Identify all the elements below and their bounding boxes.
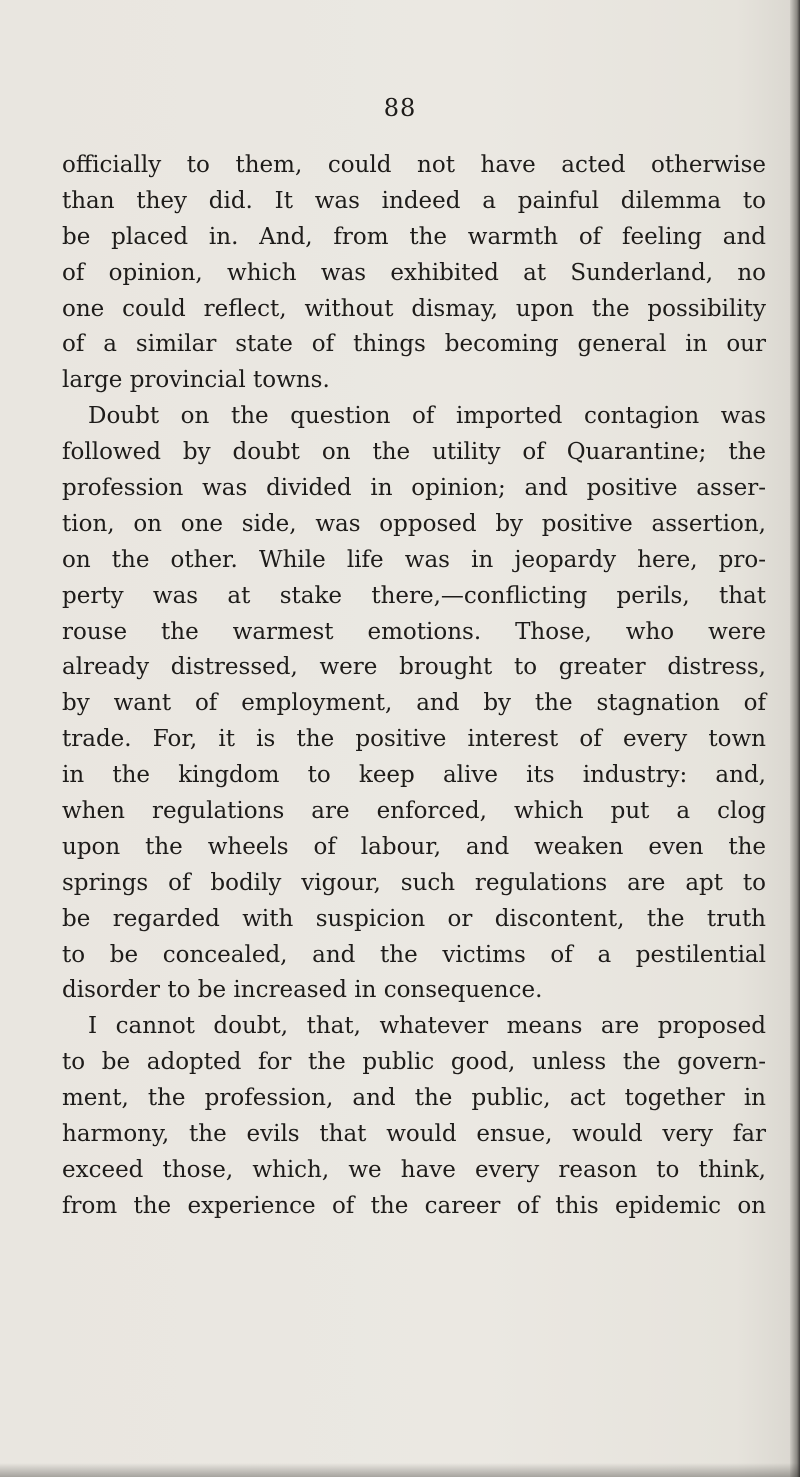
- paragraph-first-line: I cannot doubt, that, whatever means are proposed: [88, 1013, 766, 1040]
- text-line: tion, on one side, was opposed by positive assertion,: [62, 510, 766, 537]
- text-line: followed by doubt on the utility of Quarantine; the: [62, 439, 766, 466]
- text-line: by want of employment, and by the stagnation of: [62, 690, 766, 717]
- text-line: springs of bodily vigour, such regulations are apt to: [62, 869, 766, 896]
- text-line: to be concealed, and the victims of a pestilential: [62, 941, 766, 968]
- text-line: be regarded with suspicion or discontent, the truth: [62, 905, 766, 932]
- text-line: ment, the profession, and the public, act together in: [62, 1085, 766, 1112]
- paragraph-first-line: Doubt on the question of imported contagion was: [88, 403, 766, 430]
- text-line: to be adopted for the public good, unless the govern-: [62, 1049, 766, 1076]
- text-line: profession was divided in opinion; and positive asser-: [62, 475, 766, 502]
- text-line: exceed those, which, we have every reason to think,: [62, 1156, 766, 1183]
- bottom-edge-shadow: [0, 1463, 800, 1477]
- text-line: of opinion, which was exhibited at Sunderland, no: [62, 259, 766, 286]
- text-line: perty was at stake there,—conflicting perils, that: [62, 582, 766, 609]
- text-line: on the other. While life was in jeopardy here, pro-: [62, 546, 766, 573]
- text-line: in the kingdom to keep alive its industry: and,: [62, 762, 766, 789]
- text-line: of a similar state of things becoming general in our: [62, 331, 766, 358]
- text-line: officially to them, could not have acted otherwise: [62, 152, 766, 178]
- text-line: trade. For, it is the positive interest of every town: [62, 726, 766, 753]
- text-line: disorder to be increased in consequence.: [62, 977, 543, 1004]
- text-line: when regulations are enforced, which put a clog: [62, 798, 766, 825]
- text-line: harmony, the evils that would ensue, would very far: [62, 1121, 766, 1148]
- text-line: rouse the warmest emotions. Those, who were: [62, 618, 766, 645]
- body-text: [62, 148, 766, 1225]
- text-line: be placed in. And, from the warmth of feeling and: [62, 223, 766, 250]
- text-line: large provincial towns.: [62, 367, 330, 394]
- text-line: from the experience of the career of this epidemic on: [62, 1192, 766, 1219]
- page-number: 88: [383, 94, 417, 122]
- page-edge-shadow: [790, 0, 800, 1477]
- text-line: already distressed, were brought to greater distress,: [62, 654, 766, 681]
- text-line: upon the wheels of labour, and weaken even the: [62, 833, 766, 860]
- text-line: than they did. It was indeed a painful dilemma to: [62, 187, 766, 214]
- text-line: one could reflect, without dismay, upon the possibility: [62, 295, 766, 322]
